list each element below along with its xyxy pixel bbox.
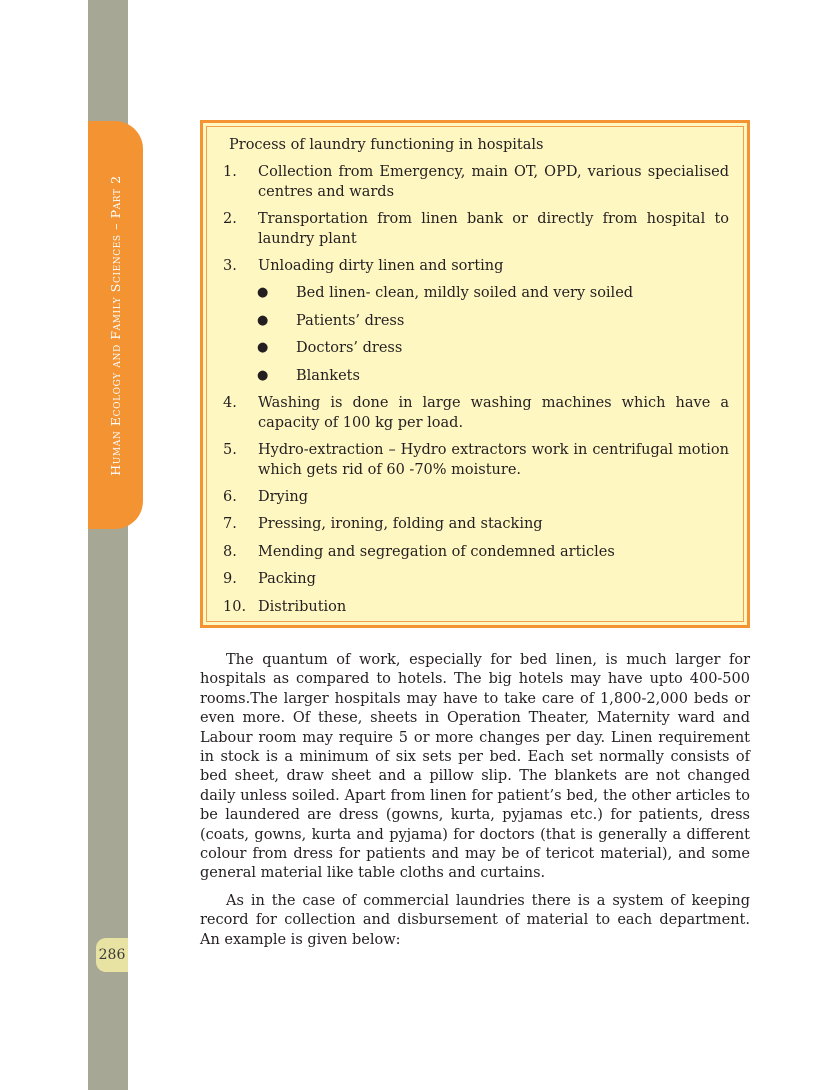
item-text: Washing is done in large washing machines which have a capacity of 100 kg per load. — [258, 395, 729, 431]
laundry-process-box — [200, 120, 750, 628]
list-item — [223, 569, 729, 589]
item-number: 5. — [223, 442, 237, 458]
item-number: 4. — [223, 395, 237, 411]
item-text: Packing — [258, 571, 316, 587]
list-item — [223, 256, 729, 276]
list-item — [223, 162, 729, 202]
list-item — [223, 209, 729, 249]
bullet-text: Blankets — [296, 368, 360, 384]
body-paragraph-1: The quantum of work, especially for bed linen, is much larger for hospitals as compared to hotels. The big hotels may have upto 400-500 rooms.The larger hospitals may have to take care of 1,800-2,000 beds or even more. Of these, sheets in Operation Theater, Maternity ward and Labour room may require 5 or more changes per day. Linen requirement in stock is a minimum of six sets per bed. Each set normally consists of bed sheet, draw sheet and a pillow slip. The blankets are not changed daily unless soiled. Apart from linen for patient’s bed, the other articles to be laundered are dress (gowns, kurta, pyjamas etc.) for patients, dress (coats, gowns, kurta and pyjama) for doctors (that is generally a different colour from dress for patients and may be of tericot material), and some general material like table cloths and curtains. — [200, 652, 750, 882]
page-number: 286 — [96, 938, 128, 972]
item-text: Drying — [258, 489, 309, 505]
item-text: Collection from Emergency, main OT, OPD, various specialised centres and wards — [258, 164, 729, 200]
bullet-text: Patients’ dress — [296, 313, 405, 329]
list-item — [223, 393, 729, 433]
item-number: 6. — [223, 489, 237, 505]
list-item — [223, 487, 729, 507]
body-paragraph-2: As in the case of commercial laundries there is a system of keeping record for collection and disbursement of material to each department. An example is given below: — [200, 893, 750, 948]
item-number: 2. — [223, 211, 237, 227]
item-number: 3. — [223, 258, 237, 274]
bullet-text: Bed linen- clean, mildly soiled and very soiled — [296, 285, 634, 301]
bullet-item — [253, 338, 723, 358]
running-title: Human Ecology and Family Sciences – Part 2 — [108, 174, 123, 476]
item-text: Mending and segregation of condemned articles — [258, 544, 615, 560]
bullet-item — [253, 283, 723, 303]
item-text: Distribution — [258, 599, 347, 615]
item-text: Pressing, ironing, folding and stacking — [258, 516, 543, 532]
item-number: 8. — [223, 544, 237, 560]
bullet-dot: ● — [257, 285, 269, 300]
box-title: Process of laundry functioning in hospitals — [229, 137, 544, 153]
item-number: 10. — [223, 599, 247, 615]
list-item — [223, 597, 729, 617]
bullet-text: Doctors’ dress — [296, 340, 403, 356]
item-number: 9. — [223, 571, 237, 587]
bullet-item — [253, 366, 723, 386]
item-text: Unloading dirty linen and sorting — [258, 258, 504, 274]
item-number: 7. — [223, 516, 237, 532]
bullet-dot: ● — [257, 368, 269, 383]
bullet-item — [253, 311, 723, 331]
bullet-dot: ● — [257, 313, 269, 328]
list-item — [223, 514, 729, 534]
bullet-dot: ● — [257, 340, 269, 355]
list-item — [223, 542, 729, 562]
item-number: 1. — [223, 164, 237, 180]
item-text: Transportation from linen bank or directly from hospital to laundry plant — [258, 211, 729, 247]
running-title-tab — [88, 121, 143, 529]
list-item — [223, 440, 729, 480]
item-text: Hydro-extraction – Hydro extractors work in centrifugal motion which gets rid of 60 -70% moisture. — [258, 442, 729, 478]
